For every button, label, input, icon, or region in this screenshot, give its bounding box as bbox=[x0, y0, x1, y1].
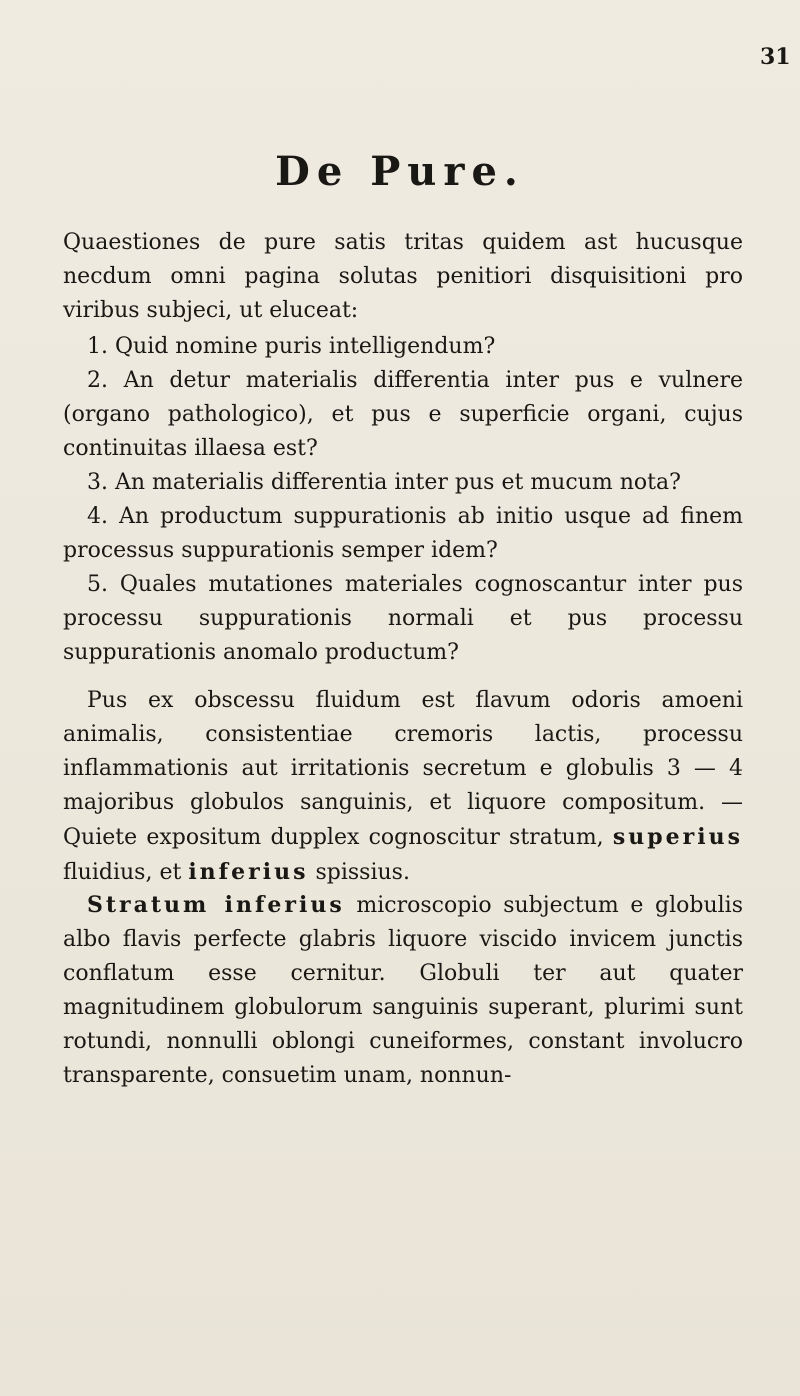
emphasis-text: superius bbox=[612, 824, 743, 850]
question-item: 5. Quales mutationes materiales cognoscantur inter pus processu suppurationis normali et pus processu suppurationis anomalo productum? bbox=[63, 572, 743, 665]
question-item: 4. An productum suppurationis ab initio usque ad finem processus suppurationis semper idem? bbox=[63, 504, 743, 563]
question-item: 3. An materialis differentia inter pus et mucum nota? bbox=[87, 470, 681, 495]
page-number: 31 bbox=[760, 44, 791, 70]
paragraph-text: fluidius, et bbox=[63, 860, 182, 885]
emphasis-text: inferius bbox=[188, 859, 309, 885]
paragraph-text: spissius. bbox=[315, 860, 410, 885]
question-block bbox=[63, 500, 743, 568]
question-item: 1. Quid nomine puris intelligendum? bbox=[87, 334, 496, 359]
intro-block bbox=[63, 226, 743, 328]
question-block bbox=[63, 364, 743, 466]
question-item: 2. An detur materialis differentia inter pus e vulnere (organo pathologico), et pus e superficie organi, cujus continuitas illaesa est? bbox=[63, 368, 743, 461]
paragraph-text: Pus ex obscessu fluidum est flavum odoris amoeni animalis, consistentiae cremoris lactis, processu inflammationis aut irritationis secretum e globulis 3 — 4 majoribus globulos sanguinis, et liquore compositum. — Quiete expositum dupplex cognoscitur stratum, bbox=[63, 688, 743, 850]
body-paragraph bbox=[63, 684, 743, 890]
paragraph-stratum bbox=[63, 888, 743, 1093]
chapter-heading: De Pure. bbox=[275, 148, 525, 195]
question-block bbox=[63, 466, 743, 500]
body-paragraph bbox=[63, 888, 743, 1093]
question-block bbox=[63, 568, 743, 670]
emphasis-text: Stratum inferius bbox=[87, 892, 345, 918]
paragraph-text: microscopio subjectum e globulis albo flavis perfecte glabris liquore viscido invicem junctis conflatum esse cernitur. Globuli ter aut quater magnitudinem globulorum sanguinis superant, plurimi sunt rotundi, nonnulli oblongi cuneiformes, constant involucro transparente, consuetim unam, nonnun- bbox=[63, 893, 744, 1088]
intro-paragraph: Quaestiones de pure satis tritas quidem ast hucusque necdum omni pagina solutas penitiori disquisitioni pro viribus subjeci, ut eluceat: bbox=[63, 230, 743, 323]
question-list bbox=[63, 330, 743, 364]
paragraph-pus-description bbox=[63, 684, 743, 890]
